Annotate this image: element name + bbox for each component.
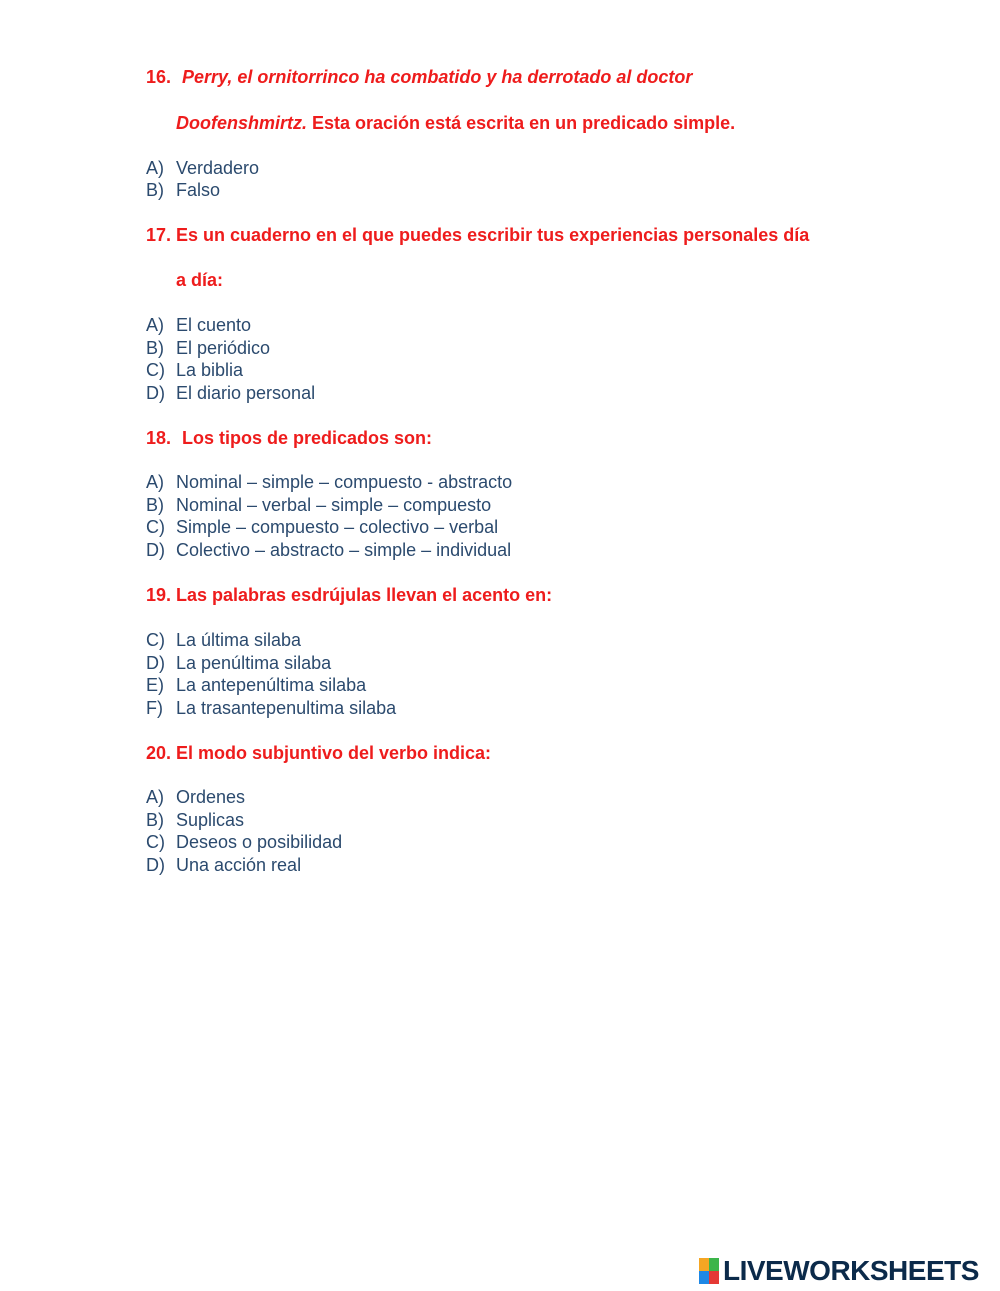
option-text: Nominal – simple – compuesto - abstracto bbox=[176, 472, 513, 492]
option-letter: D) bbox=[146, 653, 165, 673]
option-letter: D) bbox=[146, 383, 165, 403]
option-text: La penúltima silaba bbox=[176, 653, 332, 673]
question-19-number: 19. bbox=[146, 585, 172, 605]
question-16-number: 16. bbox=[146, 67, 172, 87]
option-text: Simple – compuesto – colectivo – verbal bbox=[176, 517, 499, 537]
option-letter: A) bbox=[146, 158, 164, 178]
option-letter: B) bbox=[146, 338, 164, 358]
option-letter: A) bbox=[146, 315, 164, 335]
option-text: Nominal – verbal – simple – compuesto bbox=[176, 495, 492, 515]
question-16-text-line2 bbox=[176, 112, 735, 134]
option-letter: A) bbox=[146, 472, 164, 492]
option-text: Falso bbox=[176, 180, 221, 200]
liveworksheets-logo-icon bbox=[699, 1258, 719, 1284]
option-text: El periódico bbox=[176, 338, 271, 358]
option-letter: B) bbox=[146, 810, 164, 830]
question-17-text-line1: Es un cuaderno en el que puedes escribir tus experiencias personales día bbox=[176, 225, 810, 245]
option-text: La antepenúltima silaba bbox=[176, 675, 367, 695]
question-18-text: Los tipos de predicados son: bbox=[182, 428, 433, 448]
option-text: La última silaba bbox=[176, 630, 302, 650]
option-letter: B) bbox=[146, 495, 164, 515]
option-letter: F) bbox=[146, 698, 163, 718]
question-16-italic-part: Perry, el ornitorrinco ha combatido y ha derrotado al doctor bbox=[182, 67, 693, 87]
question-16-statement: Esta oración está escrita en un predicado simple. bbox=[307, 113, 736, 133]
question-20-text: El modo subjuntivo del verbo indica: bbox=[176, 743, 492, 763]
option-text: Suplicas bbox=[176, 810, 245, 830]
question-20-number: 20. bbox=[146, 743, 172, 763]
option-letter: D) bbox=[146, 855, 165, 875]
question-16-italic-name: Doofenshmirtz. bbox=[176, 113, 308, 133]
option-text: Deseos o posibilidad bbox=[176, 832, 343, 852]
question-17-text-line2: a día: bbox=[176, 270, 224, 290]
question-19-text: Las palabras esdrújulas llevan el acento en: bbox=[176, 585, 553, 605]
option-letter: D) bbox=[146, 540, 165, 560]
brand-name: LIVEWORKSHEETS bbox=[723, 1255, 979, 1286]
option-letter: C) bbox=[146, 832, 165, 852]
footer-branding bbox=[699, 1256, 979, 1286]
option-letter: C) bbox=[146, 360, 165, 380]
question-17-number: 17. bbox=[146, 225, 172, 245]
option-letter: E) bbox=[146, 675, 164, 695]
option-text: La trasantepenultima silaba bbox=[176, 698, 397, 718]
option-letter: C) bbox=[146, 517, 165, 537]
option-text: Una acción real bbox=[176, 855, 302, 875]
option-text: El cuento bbox=[176, 315, 252, 335]
option-text: Colectivo – abstracto – simple – individual bbox=[176, 540, 512, 560]
option-letter: C) bbox=[146, 630, 165, 650]
option-text: La biblia bbox=[176, 360, 244, 380]
option-text: Verdadero bbox=[176, 158, 260, 178]
option-letter: B) bbox=[146, 180, 164, 200]
option-text: El diario personal bbox=[176, 383, 316, 403]
question-18-number: 18. bbox=[146, 428, 172, 448]
option-letter: A) bbox=[146, 787, 164, 807]
option-text: Ordenes bbox=[176, 787, 246, 807]
question-16-text-line1 bbox=[182, 66, 692, 88]
